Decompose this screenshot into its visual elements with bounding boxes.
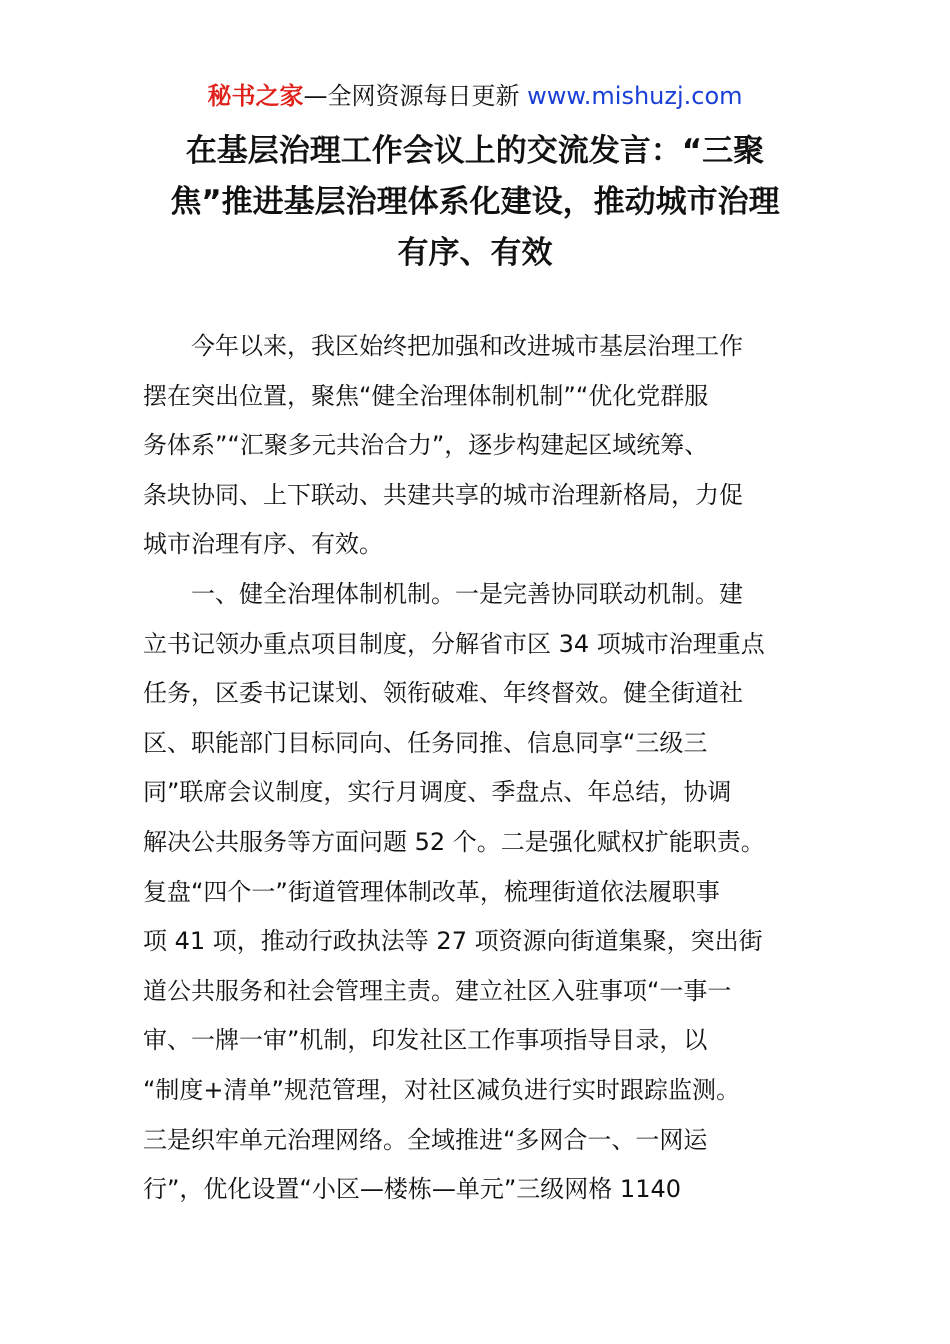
body-line: 解决公共服务等方面问题 52 个。二是强化赋权扩能职责。 xyxy=(143,827,765,856)
body-line: 项 41 项，推动行政执法等 27 项资源向街道集聚，突出街 xyxy=(143,927,763,956)
document-body xyxy=(143,322,808,1215)
title-line: 焦”推进基层治理体系化建设，推动城市治理 xyxy=(170,184,780,220)
body-line: 同”联席会议制度，实行月调度、季盘点、年总结，协调 xyxy=(143,778,732,807)
site-url-link[interactable]: www.mishuzj.com xyxy=(527,82,743,110)
site-brand: 秘书之家 xyxy=(207,82,304,110)
site-tagline: —全网资源每日更新 xyxy=(303,82,520,110)
body-line: 区、职能部门目标同向、任务同推、信息同享“三级三 xyxy=(143,728,708,757)
body-line: 三是织牢单元治理网络。全域推进“多网合一、一网运 xyxy=(143,1125,708,1154)
body-line: 审、一牌一审”机制，印发社区工作事项指导目录，以 xyxy=(143,1026,708,1055)
body-line: 任务，区委书记谋划、领衔破难、年终督效。健全街道社 xyxy=(143,679,743,708)
title-line: 在基层治理工作会议上的交流发言：“三聚 xyxy=(185,133,765,169)
body-line: “制度+清单”规范管理，对社区减负进行实时跟踪监测。 xyxy=(143,1075,740,1104)
body-line: 条块协同、上下联动、共建共享的城市治理新格局，力促 xyxy=(143,480,743,509)
body-line: 今年以来，我区始终把加强和改进城市基层治理工作 xyxy=(143,332,743,360)
body-line: 行”，优化设置“小区—楼栋—单元”三级网格 1140 xyxy=(143,1175,682,1204)
body-line: 务体系”“汇聚多元共治合力”，逐步构建起区域统筹、 xyxy=(143,431,709,460)
body-line: 复盘“四个一”街道管理体制改革，梳理街道依法履职事 xyxy=(143,877,720,906)
body-line: 道公共服务和社会管理主责。建立社区入驻事项“一事一 xyxy=(143,976,732,1005)
body-line: 立书记领办重点项目制度，分解省市区 34 项城市治理重点 xyxy=(143,629,765,658)
site-header xyxy=(0,80,950,112)
body-line: 城市治理有序、有效。 xyxy=(143,530,383,559)
title-line: 有序、有效 xyxy=(397,235,553,271)
body-line: 一、健全治理体制机制。一是完善协同联动机制。建 xyxy=(143,579,743,608)
body-line: 摆在突出位置，聚焦“健全治理体制机制”“优化党群服 xyxy=(143,381,709,410)
document-title xyxy=(140,126,810,279)
